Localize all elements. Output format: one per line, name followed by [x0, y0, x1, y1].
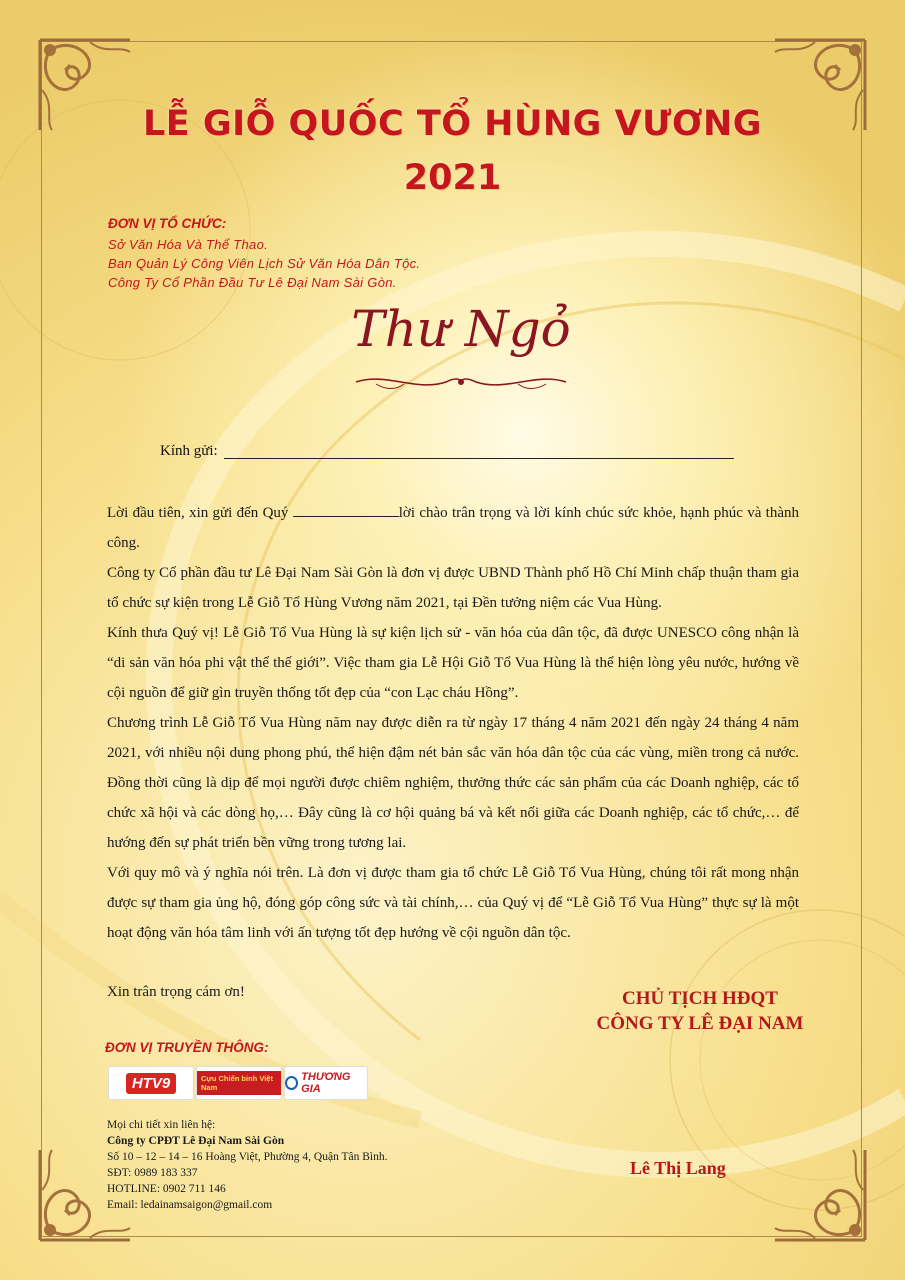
recipient-blank-line	[224, 458, 734, 459]
organizer-item: Sở Văn Hóa Và Thể Thao.	[108, 237, 269, 252]
thuong-gia-logo	[284, 1066, 368, 1100]
paragraph-text: Lời đầu tiên, xin gửi đến Quý	[107, 505, 293, 521]
contact-phone: SĐT: 0989 183 337	[107, 1167, 198, 1179]
letter-paragraph: Công ty Cổ phần đầu tư Lê Đại Nam Sài Gòn là đơn vị được UBND Thành phố Hồ Chí Minh chấp thuận tham gia tổ chức sự kiện trong Lễ Giỗ Tổ Hùng Vương năm 2021, tại Đền tưởng niệm các Vua Hùng.	[107, 565, 799, 611]
flourish-divider-icon	[346, 370, 576, 394]
media-partners-heading: ĐƠN VỊ TRUYỀN THÔNG:	[105, 1040, 269, 1055]
signatory-title: CHỦ TỊCH HĐQT	[622, 988, 778, 1009]
signatory-company: CÔNG TY LÊ ĐẠI NAM	[596, 1013, 804, 1034]
contact-address: Số 10 – 12 – 14 – 16 Hoàng Việt, Phường 4, Quận Tân Bình.	[107, 1151, 388, 1163]
recipient-name-blank	[293, 502, 399, 517]
logo-text: Cựu Chiến binh Việt Nam	[197, 1071, 281, 1095]
logo-text: THƯƠNG GIA	[301, 1071, 351, 1095]
contact-company: Công ty CPĐT Lê Đại Nam Sài Gòn	[107, 1135, 285, 1147]
contact-hotline: HOTLINE: 0902 711 146	[107, 1183, 226, 1195]
letter-paragraph: Chương trình Lễ Giỗ Tổ Vua Hùng năm nay được diễn ra từ ngày 17 tháng 4 năm 2021 đến ngày 24 tháng 4 năm 2021, với nhiều nội dung phong phú, thể hiện đậm nét bản sắc văn hóa dân tộc của các vùng, miền trong cả nước. Đồng thời cũng là dịp để mọi người được chiêm nghiệm, thưởng thức các sản phẩm của các Doanh nghiệp, các tổ chức xã hội và các dòng họ,… Đây cũng là cơ hội quảng bá và kết nối giữa các Doanh nghiệp, các tổ chức,… để hướng đến sự phát triển bền vững trong tương lai.	[107, 715, 799, 851]
contact-intro: Mọi chi tiết xin liên hệ:	[107, 1119, 216, 1131]
organizer-item: Công Ty Cổ Phần Đầu Tư Lê Đại Nam Sài Gòn.	[108, 275, 397, 290]
letter-heading: Thư Ngỏ	[351, 300, 571, 358]
logo-text: HTV9	[126, 1073, 176, 1094]
letter-paragraph: Với quy mô và ý nghĩa nói trên. Là đơn vị được tham gia tổ chức Lễ Giỗ Tổ Vua Hùng, chúng tôi rất mong nhận được sự tham gia ủng hộ, đóng góp công sức và tài chính,… của Quý vị để “Lễ Giỗ Tổ Vua Hùng” thực sự là một hoạt động văn hóa tâm linh với ấn tượng tốt đẹp hướng về cội nguồn dân tộc.	[107, 865, 799, 941]
closing-thanks: Xin trân trọng cám ơn!	[107, 984, 245, 1000]
signatory-name: Lê Thị Lang	[630, 1158, 726, 1178]
cuu-chien-binh-logo	[196, 1066, 282, 1100]
htv9-logo	[108, 1066, 194, 1100]
letter-paragraph	[107, 498, 799, 558]
event-title: LỄ GIỖ QUỐC TỔ HÙNG VƯƠNG	[142, 104, 763, 144]
salutation-label: Kính gửi:	[160, 443, 218, 459]
contact-email: Email: ledainamsaigon@gmail.com	[107, 1199, 273, 1211]
corner-ornament-icon	[765, 1140, 875, 1250]
globe-icon	[285, 1076, 298, 1090]
paragraph-text: lời chào trân trọng và lời kính chúc sức khỏe, hạnh phúc và thành công.	[107, 505, 799, 551]
organizers-heading: ĐƠN VỊ TỔ CHỨC:	[108, 216, 227, 231]
letter-paragraph: Kính thưa Quý vị! Lễ Giỗ Tổ Vua Hùng là sự kiện lịch sử - văn hóa của dân tộc, đã được UNESCO công nhận là “di sản văn hóa phi vật thể thế giới”. Việc tham gia Lễ Hội Giỗ Tổ Vua Hùng là thể hiện lòng yêu nước, hướng về cội nguồn để giữ gìn truyền thống tốt đẹp của “con Lạc cháu Hồng”.	[107, 625, 799, 701]
event-year: 2021	[403, 158, 502, 198]
organizer-item: Ban Quản Lý Công Viên Lịch Sử Văn Hóa Dân Tộc.	[108, 256, 421, 271]
